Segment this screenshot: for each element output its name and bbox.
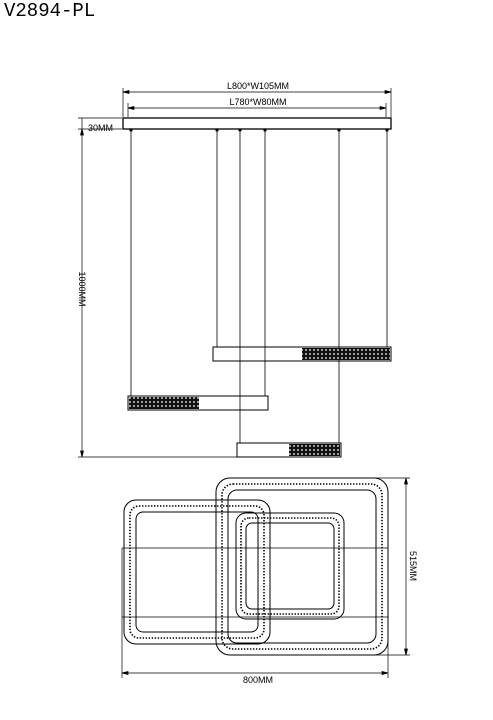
top-view-extents <box>122 478 410 678</box>
top-view <box>122 478 410 678</box>
top-square-small <box>236 513 344 619</box>
label-depth: 515MM <box>408 550 418 582</box>
label-canopy-inner: L780*W80MM <box>229 97 287 107</box>
dimension-drop-height <box>78 118 335 457</box>
top-square-right <box>216 478 388 655</box>
dimension-depth <box>405 478 408 655</box>
canopy <box>123 118 391 129</box>
label-canopy-height: 30MM <box>88 123 114 133</box>
top-square-large <box>124 500 270 644</box>
label-width: 800MM <box>242 675 274 685</box>
ring-lower <box>237 443 341 457</box>
ring-middle <box>128 396 268 410</box>
label-canopy-outer: L800*W105MM <box>226 81 290 91</box>
side-elevation <box>78 88 391 457</box>
model-title: V2894-PL <box>4 0 96 22</box>
label-drop-height: 1000MM <box>77 271 87 307</box>
